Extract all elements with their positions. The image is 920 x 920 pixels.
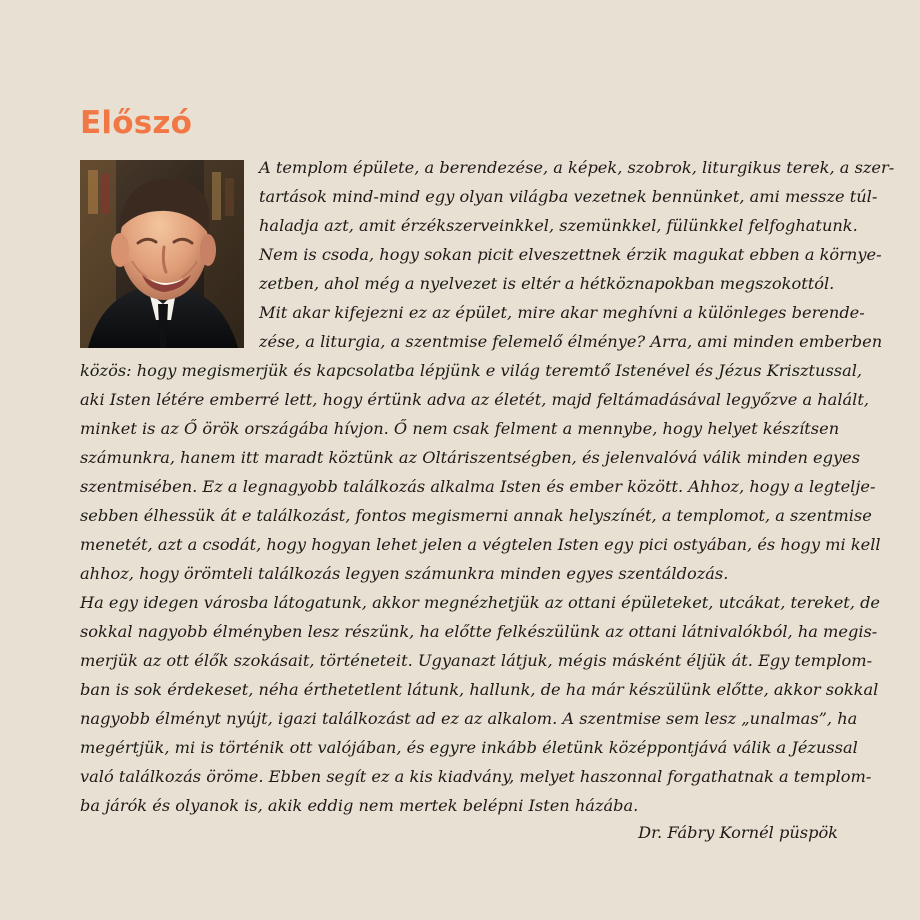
preface-text-line: zése, a liturgia, a szentmise felemelő élménye? Arra, ami minden emberben: [259, 332, 883, 351]
preface-text-line: Nem is csoda, hogy sokan picit elveszettnek érzik magukat ebben a környe-: [259, 245, 882, 264]
preface-text-line: való találkozás öröme. Ebben segít ez a kis kiadvány, melyet haszonnal forgathatnak a templom-: [80, 767, 872, 786]
preface-text-line: Mit akar kifejezni ez az épület, mire akar meghívni a különleges berende-: [259, 303, 865, 322]
preface-text-line: tartások mind-mind egy olyan világba vezetnek bennünket, ami messze túl-: [259, 187, 878, 206]
preface-text-line: ahhoz, hogy örömteli találkozás legyen számunkra minden egyes szentáldozás.: [80, 564, 729, 583]
preface-text-line: Ha egy idegen városba látogatunk, akkor megnézhetjük az ottani épületeket, utcákat, tereket, de: [80, 593, 881, 612]
preface-text-line: ba járók és olyanok is, akik eddig nem mertek belépni Isten házába.: [80, 796, 639, 815]
preface-text-line: aki Isten létére emberré lett, hogy értünk adva az életét, majd feltámadásával legyőzve a halált,: [80, 390, 869, 409]
preface-text-line: sokkal nagyobb élményben lesz részünk, ha előtte felkészülünk az ottani látnivalókból, ha megis-: [80, 622, 878, 641]
preface-text-line: nagyobb élményt nyújt, igazi találkozást ad ez az alkalom. A szentmise sem lesz „unalmas”, ha: [80, 709, 858, 728]
preface-text-line: merjük az ott élők szokásait, történeteit. Ugyanazt látjuk, mégis másként éljük át. Egy templom-: [80, 651, 873, 670]
preface-text-line: közös: hogy megismerjük és kapcsolatba lépjünk e világ teremtő Istenével és Jézus Krisztussal,: [80, 361, 863, 380]
preface-text-line: ban is sok érdekeset, néha érthetetlent látunk, hallunk, de ha már készülünk előtte, akkor sokkal: [80, 680, 879, 699]
preface-text-line: számunkra, hanem itt maradt köztünk az Oltáriszentségben, és jelenvalóvá válik minden egyes: [80, 448, 860, 467]
preface-text-line: szentmisében. Ez a legnagyobb találkozás alkalma Isten és ember között. Ahhoz, hogy a legtelje-: [80, 477, 876, 496]
author-signature: Dr. Fábry Kornél püspök: [638, 823, 838, 842]
preface-text-line: megértjük, mi is történik ott valójában, és egyre inkább életünk középpontjává válik a Jézussal: [80, 738, 858, 757]
preface-text-line: minket is az Ő örök országába hívjon. Ő nem csak felment a mennybe, hogy helyet készítsen: [80, 419, 840, 438]
preface-text-line: haladja azt, amit érzékszerveinkkel, szemünkkel, fülünkkel felfoghatunk.: [259, 216, 858, 235]
preface-text-line: sebben élhessük át e találkozást, fontos megismerni annak helyszínét, a templomot, a szentmise: [80, 506, 872, 525]
preface-text-line: zetben, ahol még a nyelvezet is eltér a hétköznapokban megszokottól.: [259, 274, 835, 293]
preface-text-line: menetét, azt a csodát, hogy hogyan lehet jelen a végtelen Isten egy pici ostyában, és hogy mi kell: [80, 535, 881, 554]
preface-text-line: A templom épülete, a berendezése, a képek, szobrok, liturgikus terek, a szer-: [259, 158, 895, 177]
preface-title: Előszó: [80, 105, 193, 141]
preface-body: [80, 153, 895, 820]
